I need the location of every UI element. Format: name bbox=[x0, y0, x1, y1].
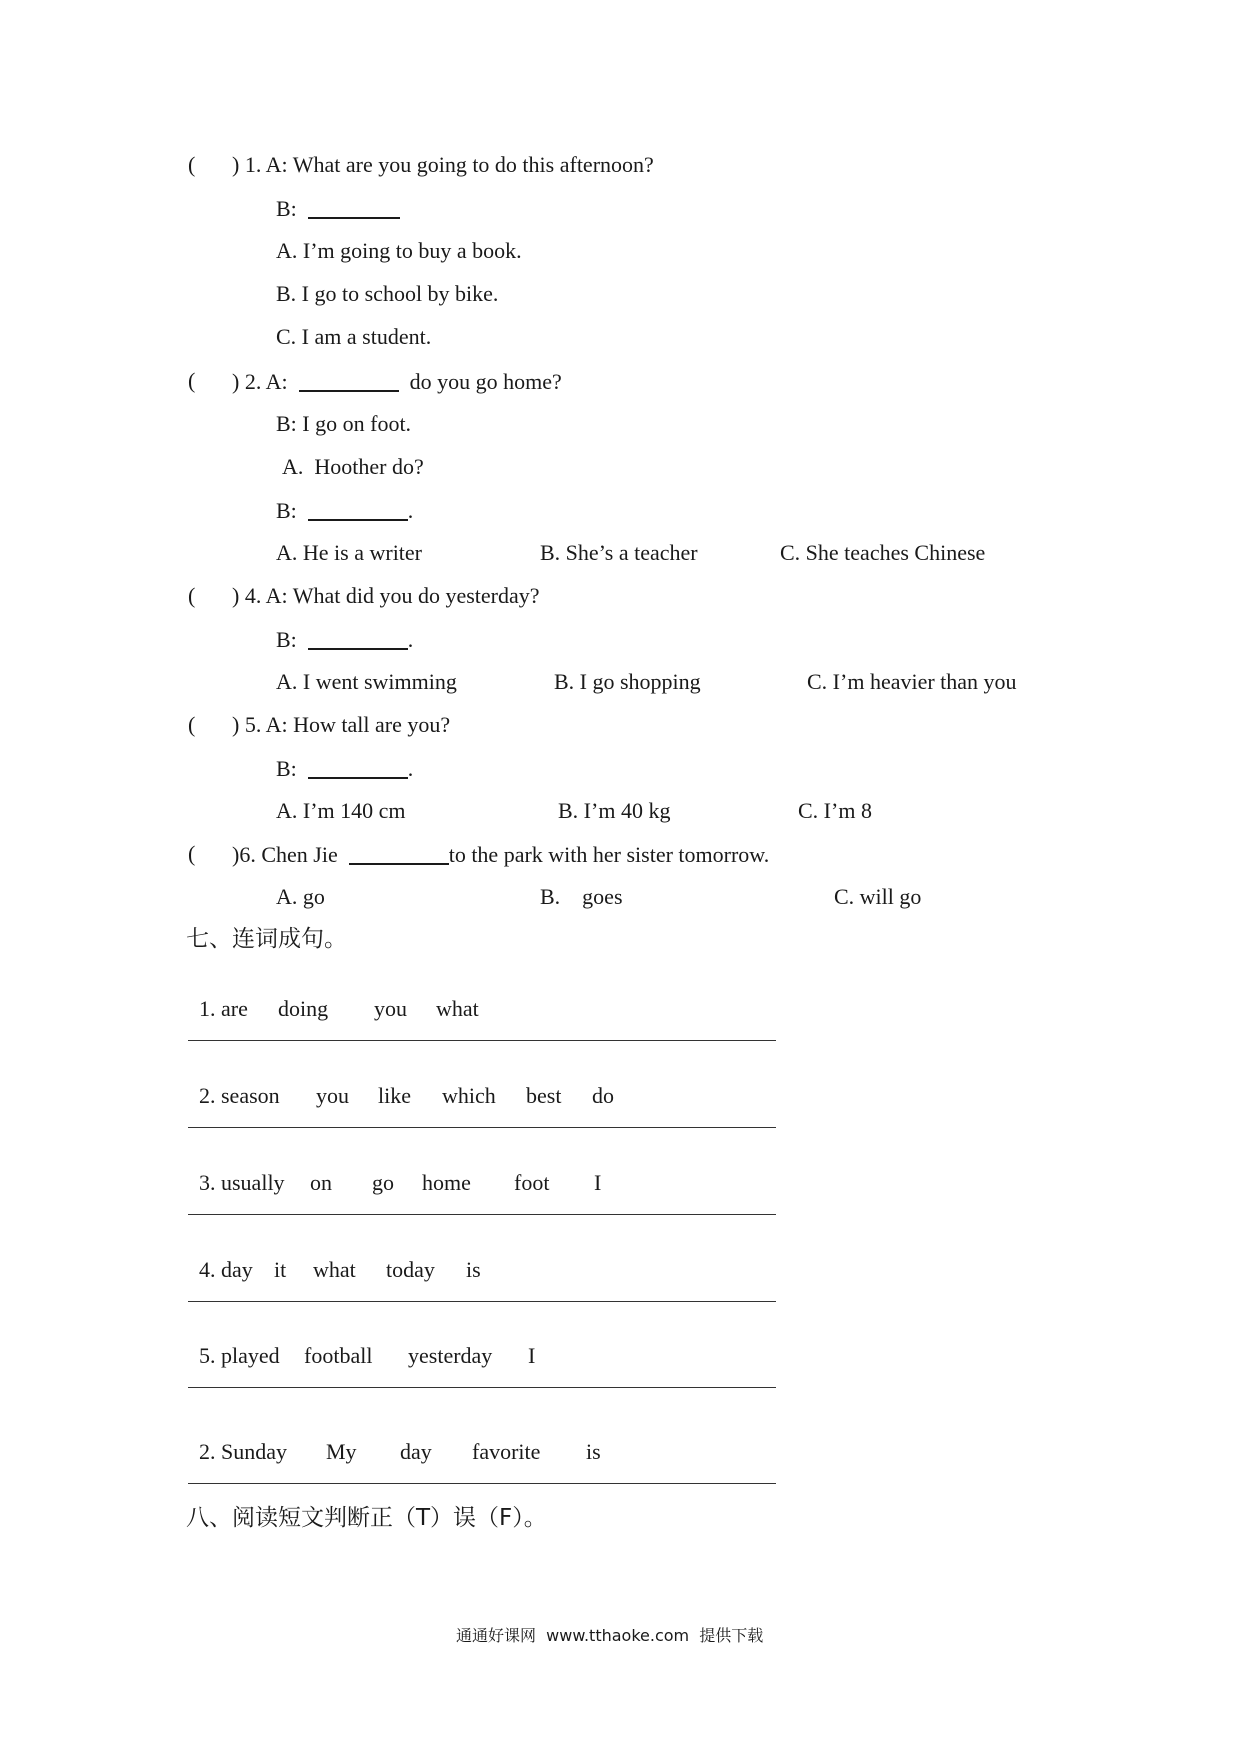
answer-blank[interactable] bbox=[308, 499, 408, 521]
section-7-heading: 七、连词成句。 bbox=[186, 926, 347, 952]
question-4-b-line: B: . bbox=[276, 627, 414, 652]
answer-line-2[interactable] bbox=[188, 1127, 776, 1128]
word-order-item-5: 5. played football yesterday I bbox=[199, 1343, 536, 1368]
answer-line-1[interactable] bbox=[188, 1040, 776, 1041]
question-5-prompt: ) 5. A: How tall are you? bbox=[232, 712, 451, 737]
answer-blank[interactable] bbox=[308, 628, 408, 650]
question-3-option-b: B. She’s a teacher bbox=[540, 540, 698, 565]
section-8-heading: 八、阅读短文判断正（T）误（F）。 bbox=[186, 1505, 547, 1531]
answer-paren-1: ( bbox=[188, 152, 196, 177]
question-6-prompt: )6. Chen Jie to the park with her sister tomorrow. bbox=[232, 842, 770, 867]
question-3-option-c: C. She teaches Chinese bbox=[780, 540, 986, 565]
answer-line-3[interactable] bbox=[188, 1214, 776, 1215]
answer-paren-4: ( bbox=[188, 583, 196, 608]
question-4-option-a: A. I went swimming bbox=[276, 669, 457, 694]
question-1-option-c: C. I am a student. bbox=[276, 324, 432, 349]
answer-blank[interactable] bbox=[299, 370, 399, 392]
question-1-option-b: B. I go to school by bike. bbox=[276, 281, 499, 306]
question-5-option-b: B. I’m 40 kg bbox=[558, 798, 671, 823]
page-footer: 通通好课网 www.tthaoke.com 提供下载 bbox=[456, 1626, 764, 1645]
word-order-item-4: 4. day it what today is bbox=[199, 1257, 481, 1282]
answer-blank[interactable] bbox=[308, 197, 400, 219]
question-6-option-a: A. go bbox=[276, 884, 325, 909]
question-3-option-a: A. He is a writer bbox=[276, 540, 423, 565]
answer-paren-5: ( bbox=[188, 712, 196, 737]
question-4-option-c: C. I’m heavier than you bbox=[807, 669, 1017, 694]
question-4-option-b: B. I go shopping bbox=[554, 669, 701, 694]
answer-line-5[interactable] bbox=[188, 1387, 776, 1388]
question-1-b-line: B: bbox=[276, 197, 400, 220]
question-4-prompt: ) 4. A: What did you do yesterday? bbox=[232, 583, 540, 608]
word-order-item-2: 2. season you like which best do bbox=[199, 1083, 614, 1108]
question-5-option-c: C. I’m 8 bbox=[798, 798, 872, 823]
answer-blank[interactable] bbox=[349, 843, 449, 865]
answer-paren-2: ( bbox=[188, 368, 196, 393]
question-6-option-b: B. goes bbox=[540, 884, 623, 909]
answer-line-4[interactable] bbox=[188, 1301, 776, 1302]
word-order-item-1: 1. are doing you what bbox=[199, 996, 479, 1021]
question-5-option-a: A. I’m 140 cm bbox=[276, 798, 406, 823]
question-5-b-line: B: . bbox=[276, 756, 414, 781]
question-1-prompt: ) 1. A: What are you going to do this afternoon? bbox=[232, 152, 654, 177]
question-2-prompt: ) 2. A: do you go home? bbox=[232, 369, 562, 394]
word-order-item-6: 2. Sunday My day favorite is bbox=[199, 1439, 601, 1464]
word-order-item-3: 3. usually on go home foot I bbox=[199, 1170, 602, 1195]
question-3-a-line: A. Hoother do? bbox=[282, 454, 424, 479]
answer-line-6[interactable] bbox=[188, 1483, 776, 1484]
question-6-option-c: C. will go bbox=[834, 884, 922, 909]
question-3-b-line: B: . bbox=[276, 498, 414, 523]
question-1-option-a: A. I’m going to buy a book. bbox=[276, 238, 522, 263]
question-2-b-line: B: I go on foot. bbox=[276, 411, 412, 436]
answer-paren-6: ( bbox=[188, 841, 196, 866]
answer-blank[interactable] bbox=[308, 757, 408, 779]
